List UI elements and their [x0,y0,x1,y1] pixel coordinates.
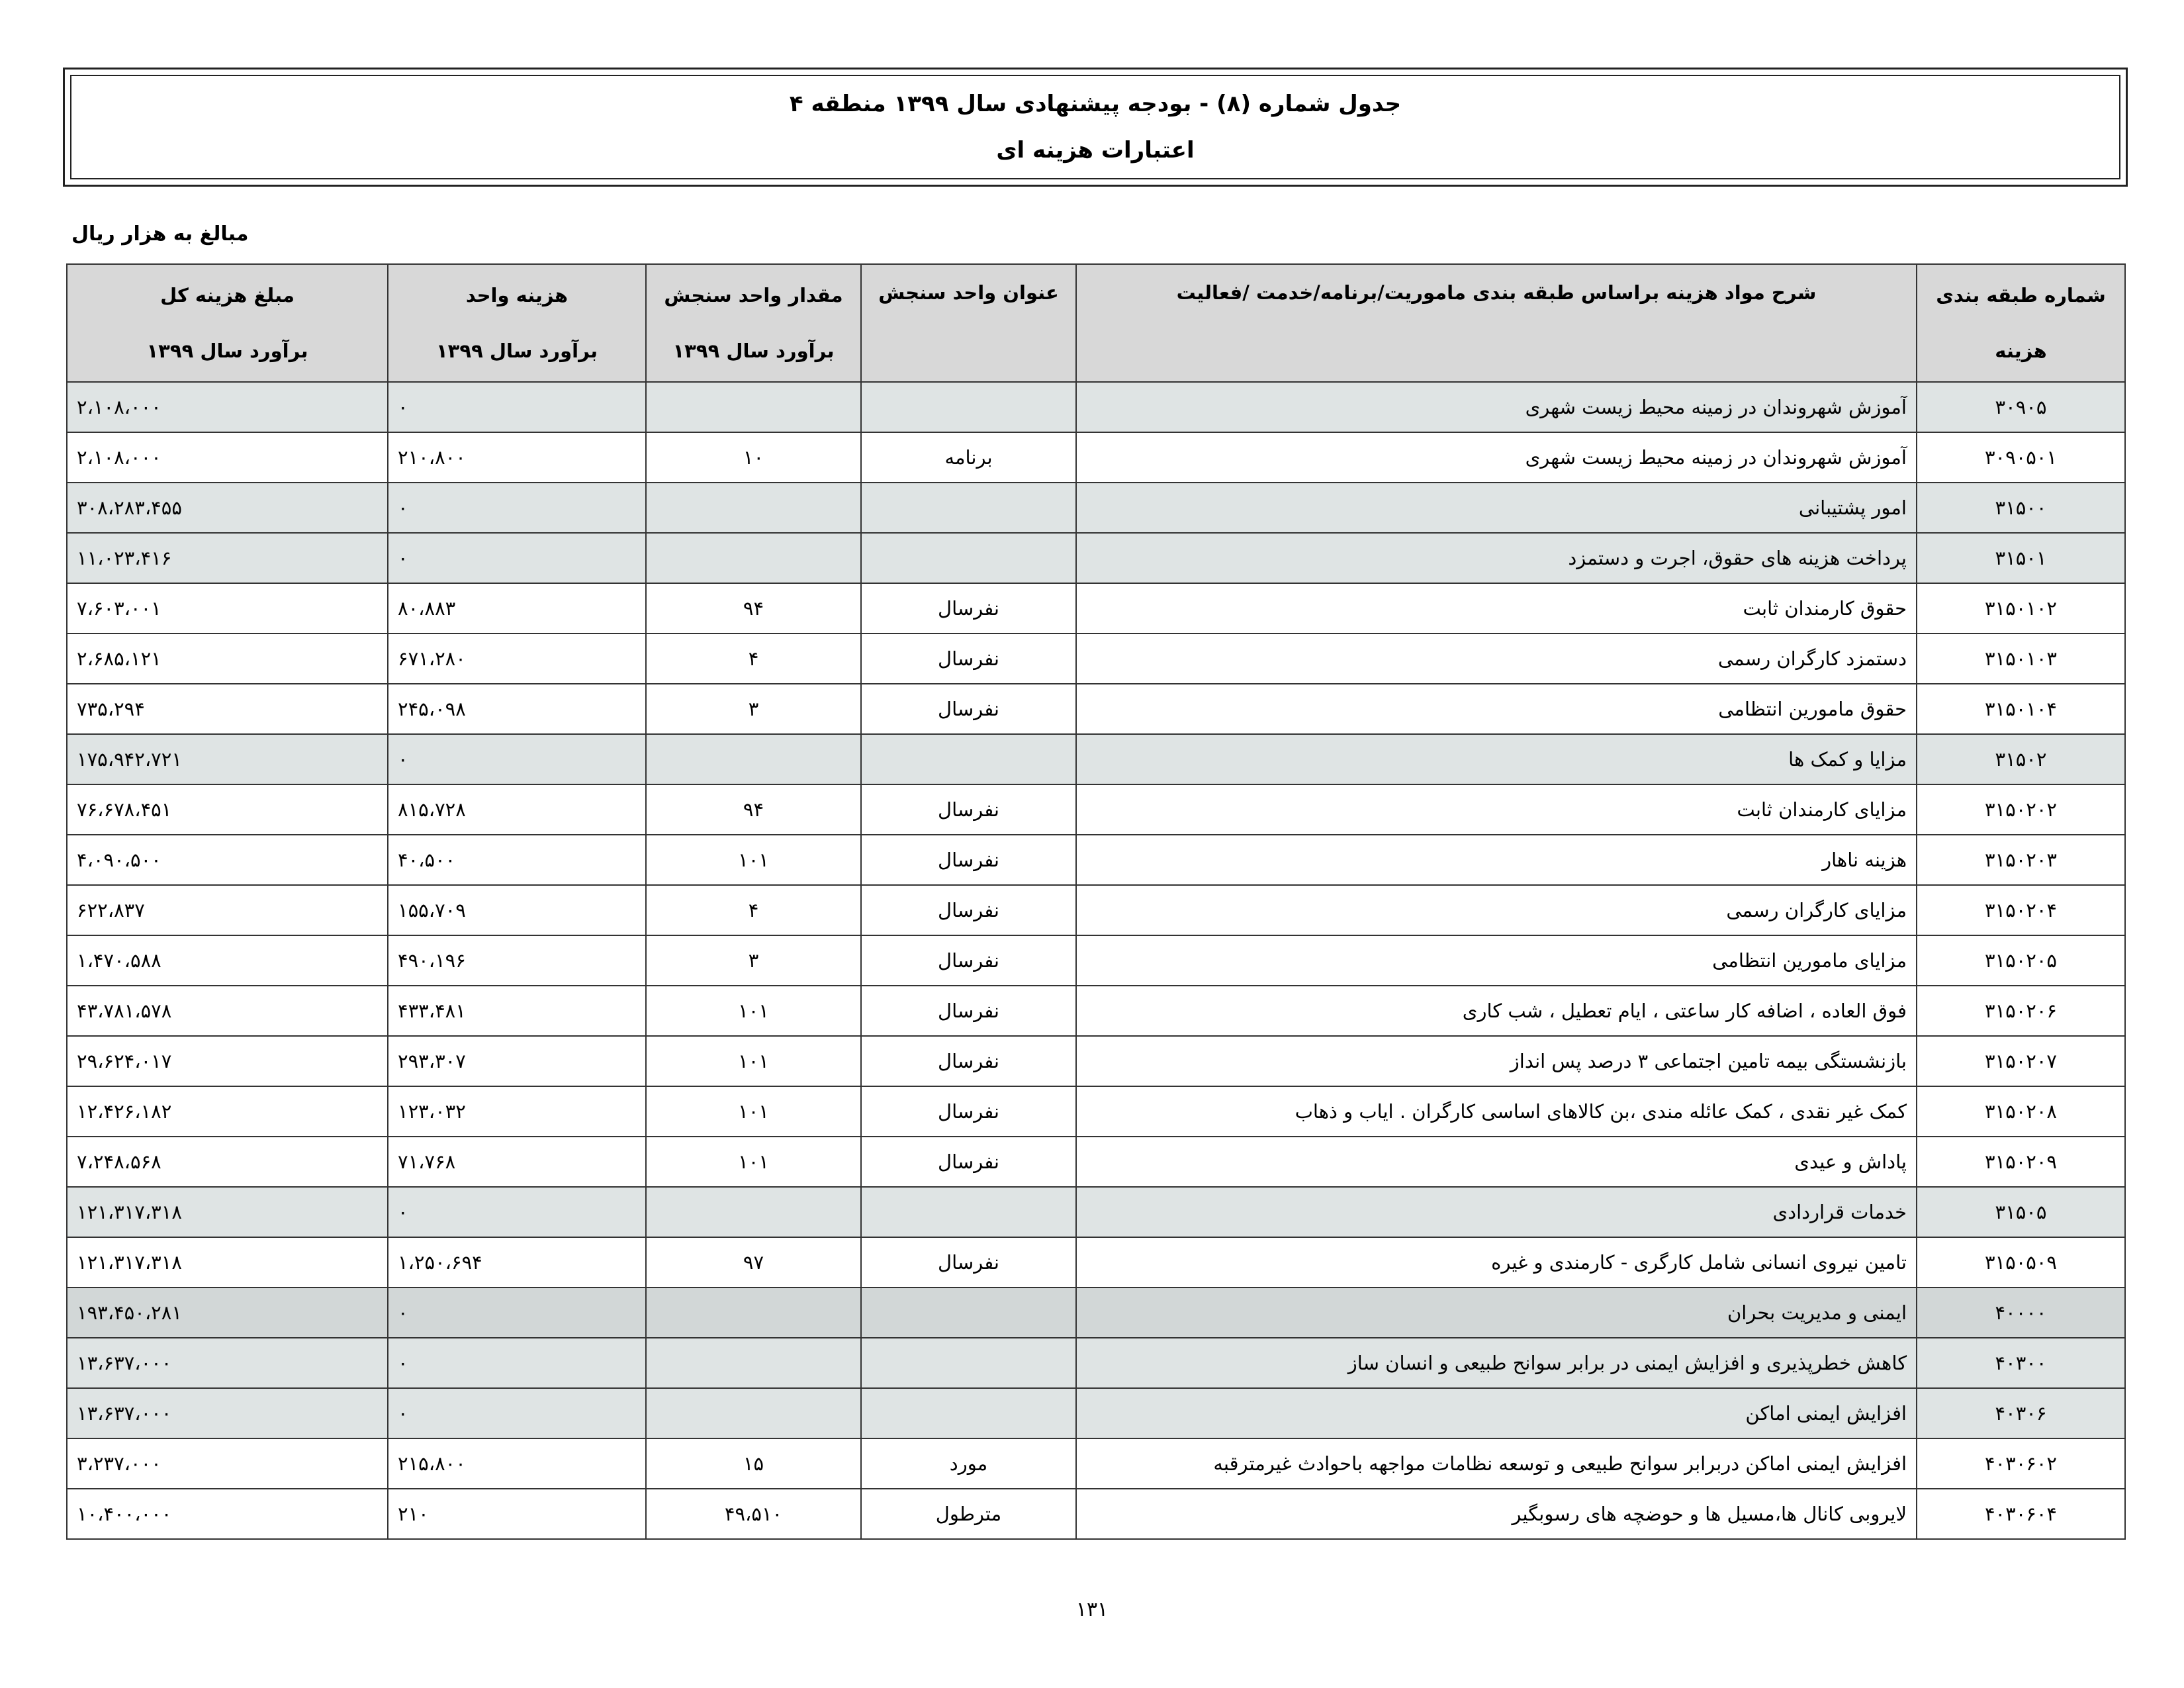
row-unit-title: نفرسال [861,1086,1076,1137]
row-total-cost: ۱۰،۴۰۰،۰۰۰ [67,1489,388,1539]
table-row [67,633,2125,684]
row-unit-cost: ۱،۲۵۰،۶۹۴ [388,1237,646,1288]
row-description: پرداخت هزینه های حقوق، اجرت و دستمزد [1076,533,1917,583]
row-total-cost: ۱۲،۴۲۶،۱۸۲ [67,1086,388,1137]
header-code: شماره طبقه بندی هزینه [1917,264,2125,382]
row-code: ۳۱۵۰۲۰۵ [1917,935,2125,986]
header-description: شرح مواد هزینه براساس طبقه بندی ماموریت/برنامه/خدمت /فعالیت [1076,264,1917,382]
row-unit-cost: ۴۹۰،۱۹۶ [388,935,646,986]
row-total-cost: ۷،۲۴۸،۵۶۸ [67,1137,388,1187]
table-row [67,986,2125,1036]
row-unit-quantity: ۴۹،۵۱۰ [646,1489,861,1539]
row-description: آموزش شهروندان در زمینه محیط زیست شهری [1076,432,1917,483]
table-header [67,264,2125,382]
title-inner [70,75,2120,179]
row-code: ۳۰۹۰۵۰۱ [1917,432,2125,483]
row-unit-cost: ۱۵۵،۷۰۹ [388,885,646,935]
table-row [67,1338,2125,1388]
header-unit-cost: هزینه واحد برآورد سال ۱۳۹۹ [388,264,646,382]
row-unit-title: نفرسال [861,684,1076,734]
table-row [67,1237,2125,1288]
table-row [67,684,2125,734]
row-unit-quantity: ۱۰۱ [646,986,861,1036]
row-description: حقوق کارمندان ثابت [1076,583,1917,633]
row-code: ۳۱۵۰۲۰۳ [1917,835,2125,885]
row-unit-quantity [646,382,861,432]
row-unit-title: نفرسال [861,986,1076,1036]
row-description: بازنشستگی بیمه تامین اجتماعی ۳ درصد پس انداز [1076,1036,1917,1086]
row-description: آموزش شهروندان در زمینه محیط زیست شهری [1076,382,1917,432]
row-unit-quantity: ۱۵ [646,1438,861,1489]
row-description: افزایش ایمنی اماکن [1076,1388,1917,1438]
row-unit-cost: ۰ [388,1288,646,1338]
table-row [67,784,2125,835]
unit-note: مبالغ به هزار ریال [71,222,249,246]
row-unit-quantity: ۹۴ [646,583,861,633]
row-unit-cost: ۴۰،۵۰۰ [388,835,646,885]
row-unit-title: نفرسال [861,583,1076,633]
row-description: ایمنی و مدیریت بحران [1076,1288,1917,1338]
row-total-cost: ۱۹۳،۴۵۰،۲۸۱ [67,1288,388,1338]
row-unit-title: نفرسال [861,835,1076,885]
row-description: امور پشتیبانی [1076,483,1917,533]
row-unit-quantity [646,1388,861,1438]
row-unit-quantity: ۱۰۱ [646,835,861,885]
row-code: ۳۱۵۰۲۰۸ [1917,1086,2125,1137]
row-total-cost: ۱۲۱،۳۱۷،۳۱۸ [67,1187,388,1237]
row-unit-cost: ۲۱۰ [388,1489,646,1539]
table-row [67,483,2125,533]
row-unit-title: مورد [861,1438,1076,1489]
row-code: ۴۰۳۰۶ [1917,1388,2125,1438]
row-description: خدمات قراردادی [1076,1187,1917,1237]
row-total-cost: ۲،۱۰۸،۰۰۰ [67,382,388,432]
table-row [67,1036,2125,1086]
table-body [67,382,2125,1539]
header-unit-title: عنوان واحد سنجش [861,264,1076,382]
row-total-cost: ۲۹،۶۲۴،۰۱۷ [67,1036,388,1086]
row-description: دستمزد کارگران رسمی [1076,633,1917,684]
row-description: مزایای کارمندان ثابت [1076,784,1917,835]
row-code: ۴۰۰۰۰ [1917,1288,2125,1338]
header-unit-quantity: مقدار واحد سنجش برآورد سال ۱۳۹۹ [646,264,861,382]
row-unit-quantity: ۴ [646,885,861,935]
page-subtitle: اعتبارات هزینه ای [996,137,1195,164]
table-row [67,1187,2125,1237]
row-code: ۴۰۳۰۶۰۲ [1917,1438,2125,1489]
row-unit-quantity: ۳ [646,935,861,986]
table-row [67,1288,2125,1338]
row-description: پاداش و عیدی [1076,1137,1917,1187]
row-description: مزایا و کمک ها [1076,734,1917,784]
row-unit-cost: ۰ [388,533,646,583]
row-unit-quantity [646,533,861,583]
row-unit-title [861,382,1076,432]
row-unit-quantity [646,734,861,784]
row-description: هزینه ناهار [1076,835,1917,885]
row-unit-cost: ۶۷۱،۲۸۰ [388,633,646,684]
row-total-cost: ۴۳،۷۸۱،۵۷۸ [67,986,388,1036]
row-code: ۴۰۳۰۶۰۴ [1917,1489,2125,1539]
table-row [67,583,2125,633]
row-unit-quantity: ۴ [646,633,861,684]
row-description: فوق العاده ، اضافه کار ساعتی ، ایام تعطیل ، شب کاری [1076,986,1917,1036]
row-unit-title: نفرسال [861,1036,1076,1086]
row-unit-cost: ۰ [388,483,646,533]
row-code: ۳۱۵۰۵۰۹ [1917,1237,2125,1288]
row-code: ۳۱۵۰۲۰۲ [1917,784,2125,835]
row-unit-cost: ۸۰،۸۸۳ [388,583,646,633]
table-row [67,885,2125,935]
row-total-cost: ۱،۴۷۰،۵۸۸ [67,935,388,986]
page-title: جدول شماره (۸) - بودجه پیشنهادی سال ۱۳۹۹ منطقه ۴ [789,91,1402,117]
row-total-cost: ۷۶،۶۷۸،۴۵۱ [67,784,388,835]
row-total-cost: ۱۳،۶۳۷،۰۰۰ [67,1338,388,1388]
row-total-cost: ۲،۱۰۸،۰۰۰ [67,432,388,483]
row-unit-title [861,1288,1076,1338]
row-code: ۳۱۵۰۵ [1917,1187,2125,1237]
row-code: ۳۱۵۰۱ [1917,533,2125,583]
table-row [67,432,2125,483]
row-code: ۴۰۳۰۰ [1917,1338,2125,1388]
row-unit-title: نفرسال [861,1237,1076,1288]
row-unit-quantity [646,483,861,533]
row-unit-title: نفرسال [861,935,1076,986]
row-total-cost: ۲،۶۸۵،۱۲۱ [67,633,388,684]
row-unit-title [861,483,1076,533]
row-unit-cost: ۱۲۳،۰۳۲ [388,1086,646,1137]
row-unit-cost: ۰ [388,1388,646,1438]
row-total-cost: ۶۲۲،۸۳۷ [67,885,388,935]
row-description: مزایای مامورین انتظامی [1076,935,1917,986]
row-unit-cost: ۸۱۵،۷۲۸ [388,784,646,835]
table-row [67,835,2125,885]
table-row [67,734,2125,784]
row-description: کاهش خطرپذیری و افزایش ایمنی در برابر سوانح طبیعی و انسان ساز [1076,1338,1917,1388]
row-unit-cost: ۴۳۳،۴۸۱ [388,986,646,1036]
row-description: تامین نیروی انسانی شامل کارگری - کارمندی و غیره [1076,1237,1917,1288]
row-code: ۳۱۵۰۰ [1917,483,2125,533]
row-unit-quantity: ۱۰۱ [646,1086,861,1137]
row-total-cost: ۱۳،۶۳۷،۰۰۰ [67,1388,388,1438]
table-row [67,935,2125,986]
row-unit-title: نفرسال [861,784,1076,835]
title-box [63,68,2128,187]
row-unit-title [861,734,1076,784]
row-unit-quantity: ۱۰ [646,432,861,483]
row-code: ۳۱۵۰۱۰۴ [1917,684,2125,734]
row-code: ۳۱۵۰۲۰۴ [1917,885,2125,935]
row-unit-cost: ۰ [388,1338,646,1388]
row-total-cost: ۴،۰۹۰،۵۰۰ [67,835,388,885]
row-unit-cost: ۲۱۰،۸۰۰ [388,432,646,483]
row-description: حقوق مامورین انتظامی [1076,684,1917,734]
row-unit-title [861,1338,1076,1388]
row-unit-title [861,1187,1076,1237]
row-total-cost: ۱۲۱،۳۱۷،۳۱۸ [67,1237,388,1288]
table-row [67,382,2125,432]
row-total-cost: ۳،۲۳۷،۰۰۰ [67,1438,388,1489]
row-unit-cost: ۰ [388,382,646,432]
header-total-cost: مبلغ هزینه کل برآورد سال ۱۳۹۹ [67,264,388,382]
row-description: کمک غیر نقدی ، کمک عائله مندی ،بن کالاهای اساسی کارگران . ایاب و ذهاب [1076,1086,1917,1137]
row-unit-quantity: ۱۰۱ [646,1137,861,1187]
table-row [67,1137,2125,1187]
row-unit-cost: ۲۹۳،۳۰۷ [388,1036,646,1086]
row-unit-title: برنامه [861,432,1076,483]
row-unit-cost: ۲۱۵،۸۰۰ [388,1438,646,1489]
row-unit-quantity: ۹۴ [646,784,861,835]
row-unit-quantity: ۹۷ [646,1237,861,1288]
row-total-cost: ۱۱،۰۲۳،۴۱۶ [67,533,388,583]
table-row [67,1086,2125,1137]
row-description: مزایای کارگران رسمی [1076,885,1917,935]
row-total-cost: ۷،۶۰۳،۰۰۱ [67,583,388,633]
budget-table [66,263,2126,1540]
page-number: ۱۳۱ [1075,1598,1109,1621]
row-code: ۳۰۹۰۵ [1917,382,2125,432]
row-code: ۳۱۵۰۱۰۳ [1917,633,2125,684]
row-unit-title: مترطول [861,1489,1076,1539]
row-unit-quantity [646,1288,861,1338]
row-code: ۳۱۵۰۲۰۶ [1917,986,2125,1036]
row-description: لایروبی کانال ها،مسیل ها و حوضچه های رسوبگیر [1076,1489,1917,1539]
row-code: ۳۱۵۰۲ [1917,734,2125,784]
row-unit-title [861,1388,1076,1438]
row-unit-cost: ۲۴۵،۰۹۸ [388,684,646,734]
row-description: افزایش ایمنی اماکن دربرابر سوانح طبیعی و توسعه نظامات مواجهه باحوادث غیرمترقبه [1076,1438,1917,1489]
row-unit-quantity [646,1338,861,1388]
row-unit-cost: ۰ [388,734,646,784]
table-row [67,1438,2125,1489]
row-total-cost: ۷۳۵،۲۹۴ [67,684,388,734]
table-row [67,1489,2125,1539]
row-unit-title: نفرسال [861,1137,1076,1187]
row-unit-quantity: ۳ [646,684,861,734]
table-row [67,533,2125,583]
row-unit-title: نفرسال [861,633,1076,684]
table-row [67,1388,2125,1438]
row-total-cost: ۱۷۵،۹۴۲،۷۲۱ [67,734,388,784]
row-code: ۳۱۵۰۲۰۷ [1917,1036,2125,1086]
row-code: ۳۱۵۰۱۰۲ [1917,583,2125,633]
row-unit-cost: ۰ [388,1187,646,1237]
row-unit-title: نفرسال [861,885,1076,935]
row-code: ۳۱۵۰۲۰۹ [1917,1137,2125,1187]
row-unit-quantity [646,1187,861,1237]
row-total-cost: ۳۰۸،۲۸۳،۴۵۵ [67,483,388,533]
row-unit-title [861,533,1076,583]
row-unit-cost: ۷۱،۷۶۸ [388,1137,646,1187]
row-unit-quantity: ۱۰۱ [646,1036,861,1086]
